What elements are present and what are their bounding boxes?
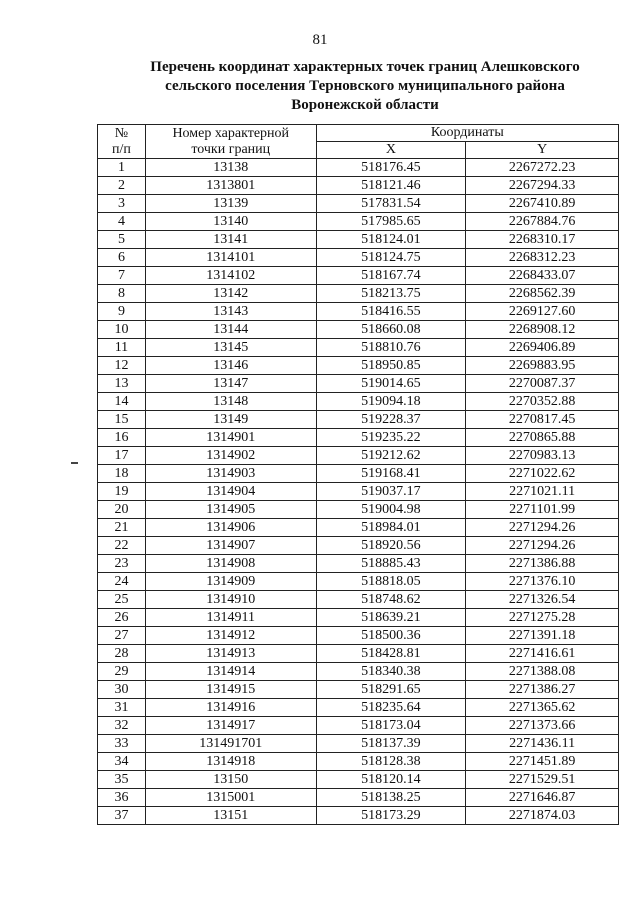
header-number-line-1: № [114, 125, 129, 141]
table-row [98, 483, 619, 501]
cell-point-id: 13139 [145, 195, 316, 213]
cell-point-id: 1314911 [145, 609, 316, 627]
cell-x: 518416.55 [316, 303, 466, 321]
cell-y: 2268310.17 [466, 231, 619, 249]
cell-y: 2271101.99 [466, 501, 619, 519]
table-row [98, 627, 619, 645]
cell-y: 2267272.23 [466, 159, 619, 177]
cell-number: 31 [98, 699, 146, 717]
cell-point-id: 1314913 [145, 645, 316, 663]
cell-point-id: 13150 [145, 771, 316, 789]
cell-x: 518137.39 [316, 735, 466, 753]
cell-number: 3 [98, 195, 146, 213]
cell-x: 519094.18 [316, 393, 466, 411]
cell-y: 2271529.51 [466, 771, 619, 789]
cell-y: 2271451.89 [466, 753, 619, 771]
cell-point-id: 1314904 [145, 483, 316, 501]
cell-number: 21 [98, 519, 146, 537]
header-number-line-2: п/п [112, 141, 131, 157]
cell-number: 27 [98, 627, 146, 645]
cell-point-id: 1315001 [145, 789, 316, 807]
cell-x: 518124.01 [316, 231, 466, 249]
cell-y: 2271376.10 [466, 573, 619, 591]
table-row [98, 357, 619, 375]
table-row [98, 429, 619, 447]
cell-y: 2271021.11 [466, 483, 619, 501]
cell-number: 17 [98, 447, 146, 465]
title-line-3: Воронежской области [291, 97, 439, 113]
cell-point-id: 13147 [145, 375, 316, 393]
cell-x: 518138.25 [316, 789, 466, 807]
cell-x: 518885.43 [316, 555, 466, 573]
cell-point-id: 1314910 [145, 591, 316, 609]
cell-point-id: 1314101 [145, 249, 316, 267]
cell-number: 25 [98, 591, 146, 609]
table-row [98, 609, 619, 627]
cell-point-id: 13140 [145, 213, 316, 231]
cell-number: 19 [98, 483, 146, 501]
cell-x: 518213.75 [316, 285, 466, 303]
cell-number: 12 [98, 357, 146, 375]
cell-number: 11 [98, 339, 146, 357]
cell-point-id: 1314908 [145, 555, 316, 573]
cell-x: 518818.05 [316, 573, 466, 591]
header-point-line-2: точки границ [191, 141, 271, 157]
table-row [98, 645, 619, 663]
table-row [98, 699, 619, 717]
cell-x: 519014.65 [316, 375, 466, 393]
cell-x: 519212.62 [316, 447, 466, 465]
cell-point-id: 1314905 [145, 501, 316, 519]
cell-number: 28 [98, 645, 146, 663]
cell-y: 2271436.11 [466, 735, 619, 753]
cell-y: 2271386.27 [466, 681, 619, 699]
cell-number: 37 [98, 807, 146, 825]
cell-x: 519168.41 [316, 465, 466, 483]
cell-x: 518500.36 [316, 627, 466, 645]
cell-number: 13 [98, 375, 146, 393]
cell-y: 2270817.45 [466, 411, 619, 429]
cell-point-id: 13146 [145, 357, 316, 375]
cell-x: 517831.54 [316, 195, 466, 213]
cell-point-id: 1314901 [145, 429, 316, 447]
cell-y: 2271874.03 [466, 807, 619, 825]
cell-x: 518920.56 [316, 537, 466, 555]
cell-y: 2271326.54 [466, 591, 619, 609]
cell-x: 518291.65 [316, 681, 466, 699]
cell-number: 14 [98, 393, 146, 411]
cell-number: 36 [98, 789, 146, 807]
cell-number: 7 [98, 267, 146, 285]
table-row [98, 303, 619, 321]
cell-x: 518428.81 [316, 645, 466, 663]
cell-x: 518121.46 [316, 177, 466, 195]
cell-number: 6 [98, 249, 146, 267]
title-line-1: Перечень координат характерных точек границ Алешковского [150, 59, 580, 75]
table-row [98, 753, 619, 771]
cell-x: 518639.21 [316, 609, 466, 627]
cell-y: 2267410.89 [466, 195, 619, 213]
table-row [98, 213, 619, 231]
table-row [98, 501, 619, 519]
table-row [98, 285, 619, 303]
cell-x: 518660.08 [316, 321, 466, 339]
table-row [98, 663, 619, 681]
document-title [130, 58, 600, 115]
cell-point-id: 13145 [145, 339, 316, 357]
table-row [98, 177, 619, 195]
cell-number: 24 [98, 573, 146, 591]
cell-y: 2269127.60 [466, 303, 619, 321]
cell-number: 16 [98, 429, 146, 447]
cell-y: 2271386.88 [466, 555, 619, 573]
cell-point-id: 1314915 [145, 681, 316, 699]
table-row [98, 573, 619, 591]
cell-y: 2267884.76 [466, 213, 619, 231]
cell-x: 518810.76 [316, 339, 466, 357]
cell-x: 519235.22 [316, 429, 466, 447]
cell-number: 9 [98, 303, 146, 321]
cell-point-id: 13149 [145, 411, 316, 429]
cell-y: 2268433.07 [466, 267, 619, 285]
header-y: Y [466, 142, 619, 159]
cell-number: 4 [98, 213, 146, 231]
table-row [98, 717, 619, 735]
table-row [98, 411, 619, 429]
cell-y: 2271275.28 [466, 609, 619, 627]
table-row [98, 555, 619, 573]
cell-x: 517985.65 [316, 213, 466, 231]
table-row [98, 789, 619, 807]
scan-mark [71, 462, 78, 464]
cell-point-id: 1314907 [145, 537, 316, 555]
table-row [98, 249, 619, 267]
page-number: 81 [312, 32, 328, 48]
cell-y: 2268562.39 [466, 285, 619, 303]
cell-point-id: 13151 [145, 807, 316, 825]
cell-y: 2270983.13 [466, 447, 619, 465]
cell-x: 519004.98 [316, 501, 466, 519]
cell-number: 29 [98, 663, 146, 681]
cell-x: 519037.17 [316, 483, 466, 501]
cell-x: 518124.75 [316, 249, 466, 267]
table-row [98, 735, 619, 753]
table-header [98, 125, 619, 159]
table-row [98, 393, 619, 411]
cell-y: 2271416.61 [466, 645, 619, 663]
cell-x: 518176.45 [316, 159, 466, 177]
cell-point-id: 1314918 [145, 753, 316, 771]
table-row [98, 231, 619, 249]
cell-point-id: 1314906 [145, 519, 316, 537]
cell-point-id: 13144 [145, 321, 316, 339]
header-point [145, 125, 316, 159]
cell-y: 2271022.62 [466, 465, 619, 483]
cell-number: 32 [98, 717, 146, 735]
coordinates-table [97, 124, 619, 825]
table-row [98, 321, 619, 339]
table-row [98, 771, 619, 789]
cell-y: 2269883.95 [466, 357, 619, 375]
cell-point-id: 1314902 [145, 447, 316, 465]
table-body [98, 159, 619, 825]
cell-y: 2271294.26 [466, 537, 619, 555]
cell-number: 18 [98, 465, 146, 483]
header-coordinates: Координаты [316, 125, 618, 142]
cell-number: 34 [98, 753, 146, 771]
cell-x: 519228.37 [316, 411, 466, 429]
cell-point-id: 1314914 [145, 663, 316, 681]
table-row [98, 447, 619, 465]
cell-x: 518340.38 [316, 663, 466, 681]
cell-point-id: 131491701 [145, 735, 316, 753]
cell-y: 2268312.23 [466, 249, 619, 267]
cell-x: 518128.38 [316, 753, 466, 771]
table-row [98, 537, 619, 555]
cell-x: 518173.04 [316, 717, 466, 735]
cell-number: 35 [98, 771, 146, 789]
header-number [98, 125, 146, 159]
cell-number: 30 [98, 681, 146, 699]
cell-point-id: 13138 [145, 159, 316, 177]
cell-point-id: 1313801 [145, 177, 316, 195]
cell-y: 2271388.08 [466, 663, 619, 681]
cell-y: 2268908.12 [466, 321, 619, 339]
table-row [98, 519, 619, 537]
cell-y: 2271373.66 [466, 717, 619, 735]
table-row [98, 159, 619, 177]
cell-point-id: 1314909 [145, 573, 316, 591]
table-row [98, 681, 619, 699]
table-row [98, 339, 619, 357]
cell-point-id: 13148 [145, 393, 316, 411]
cell-number: 23 [98, 555, 146, 573]
cell-number: 20 [98, 501, 146, 519]
cell-x: 518235.64 [316, 699, 466, 717]
cell-number: 26 [98, 609, 146, 627]
cell-x: 518984.01 [316, 519, 466, 537]
cell-point-id: 1314916 [145, 699, 316, 717]
cell-x: 518173.29 [316, 807, 466, 825]
cell-number: 1 [98, 159, 146, 177]
cell-y: 2271391.18 [466, 627, 619, 645]
cell-number: 33 [98, 735, 146, 753]
cell-x: 518167.74 [316, 267, 466, 285]
cell-point-id: 1314917 [145, 717, 316, 735]
table-row [98, 375, 619, 393]
cell-number: 10 [98, 321, 146, 339]
title-line-2: сельского поселения Терновского муниципального района [165, 78, 565, 94]
cell-number: 5 [98, 231, 146, 249]
header-point-line-1: Номер характерной [172, 125, 290, 141]
table-row [98, 465, 619, 483]
cell-number: 8 [98, 285, 146, 303]
table-row [98, 195, 619, 213]
header-x: X [316, 142, 466, 159]
cell-number: 15 [98, 411, 146, 429]
cell-y: 2267294.33 [466, 177, 619, 195]
cell-point-id: 13141 [145, 231, 316, 249]
cell-y: 2271294.26 [466, 519, 619, 537]
cell-x: 518950.85 [316, 357, 466, 375]
table-row [98, 807, 619, 825]
cell-point-id: 1314102 [145, 267, 316, 285]
table-row [98, 591, 619, 609]
cell-y: 2270865.88 [466, 429, 619, 447]
cell-x: 518748.62 [316, 591, 466, 609]
cell-y: 2271365.62 [466, 699, 619, 717]
cell-number: 2 [98, 177, 146, 195]
cell-point-id: 1314912 [145, 627, 316, 645]
table-row [98, 267, 619, 285]
cell-y: 2271646.87 [466, 789, 619, 807]
cell-point-id: 1314903 [145, 465, 316, 483]
cell-number: 22 [98, 537, 146, 555]
cell-y: 2270352.88 [466, 393, 619, 411]
cell-y: 2270087.37 [466, 375, 619, 393]
cell-point-id: 13142 [145, 285, 316, 303]
cell-x: 518120.14 [316, 771, 466, 789]
cell-point-id: 13143 [145, 303, 316, 321]
cell-y: 2269406.89 [466, 339, 619, 357]
